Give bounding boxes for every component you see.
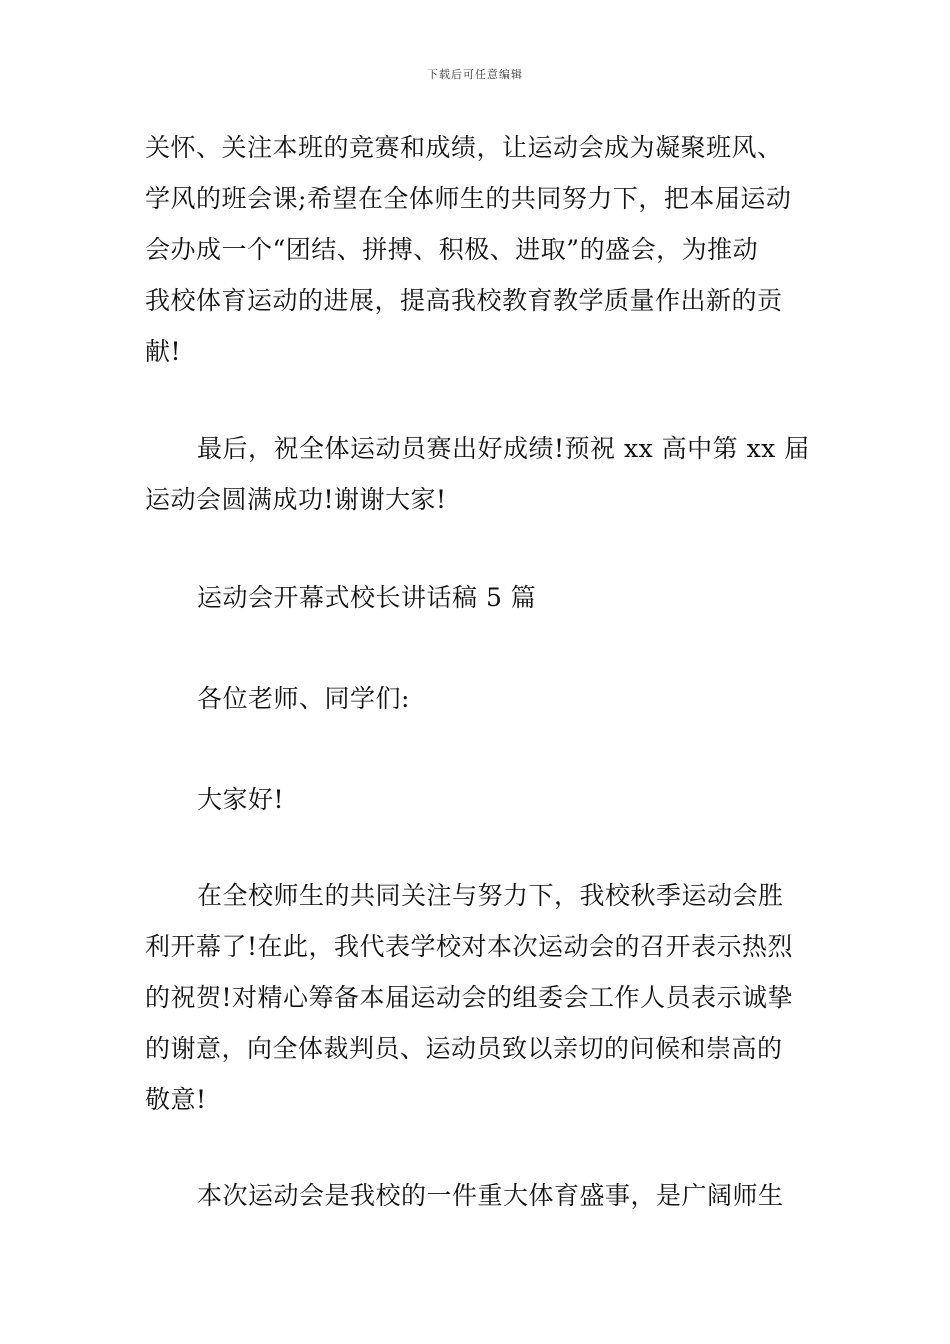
text-line: 献! xyxy=(145,337,182,366)
text-line: 利开幕了!在此，我代表学校对本次运动会的召开表示热烈 xyxy=(145,932,794,961)
text-line: 运动会圆满成功!谢谢大家! xyxy=(145,485,447,514)
text-line: 我校体育运动的进展，提高我校教育教学质量作出新的贡 xyxy=(145,286,783,315)
text-line: 本次运动会是我校的一件重大体育盛事，是广阔师生 xyxy=(197,1181,784,1210)
section-title xyxy=(145,572,807,623)
text-line: 关怀、关注本班的竞赛和成绩，让运动会成为凝聚班风、 xyxy=(145,133,783,162)
text-line: 最后，祝全体运动员赛出好成绩!预祝 xx 高中第 xx 届 xyxy=(197,434,810,463)
text-line: 敬意! xyxy=(145,1085,207,1114)
salutation xyxy=(145,673,807,724)
paragraph-event xyxy=(145,1170,807,1221)
text-line: 运动会开幕式校长讲话稿 5 篇 xyxy=(197,583,537,612)
paragraph-continuation xyxy=(145,122,807,377)
paragraph-closing-wishes xyxy=(145,423,810,525)
text-line: 的谢意，向全体裁判员、运动员致以亲切的问候和崇高的 xyxy=(145,1034,783,1063)
greeting xyxy=(145,774,807,825)
text-line: 大家好! xyxy=(197,785,285,814)
text-line: 学风的班会课;希望在全体师生的共同努力下，把本届运动 xyxy=(145,184,792,213)
text-line: 的祝贺!对精心筹备本届运动会的组委会工作人员表示诚挚 xyxy=(145,983,794,1012)
text-line: 在全校师生的共同关注与努力下，我校秋季运动会胜 xyxy=(197,881,784,910)
paragraph-opening xyxy=(145,870,807,1125)
header-note: 下载后可任意编辑 xyxy=(427,68,523,81)
text-line: 各位老师、同学们: xyxy=(197,684,410,713)
text-line: 会办成一个“团结、拼搏、积极、进取”的盛会，为推动 xyxy=(145,235,759,264)
